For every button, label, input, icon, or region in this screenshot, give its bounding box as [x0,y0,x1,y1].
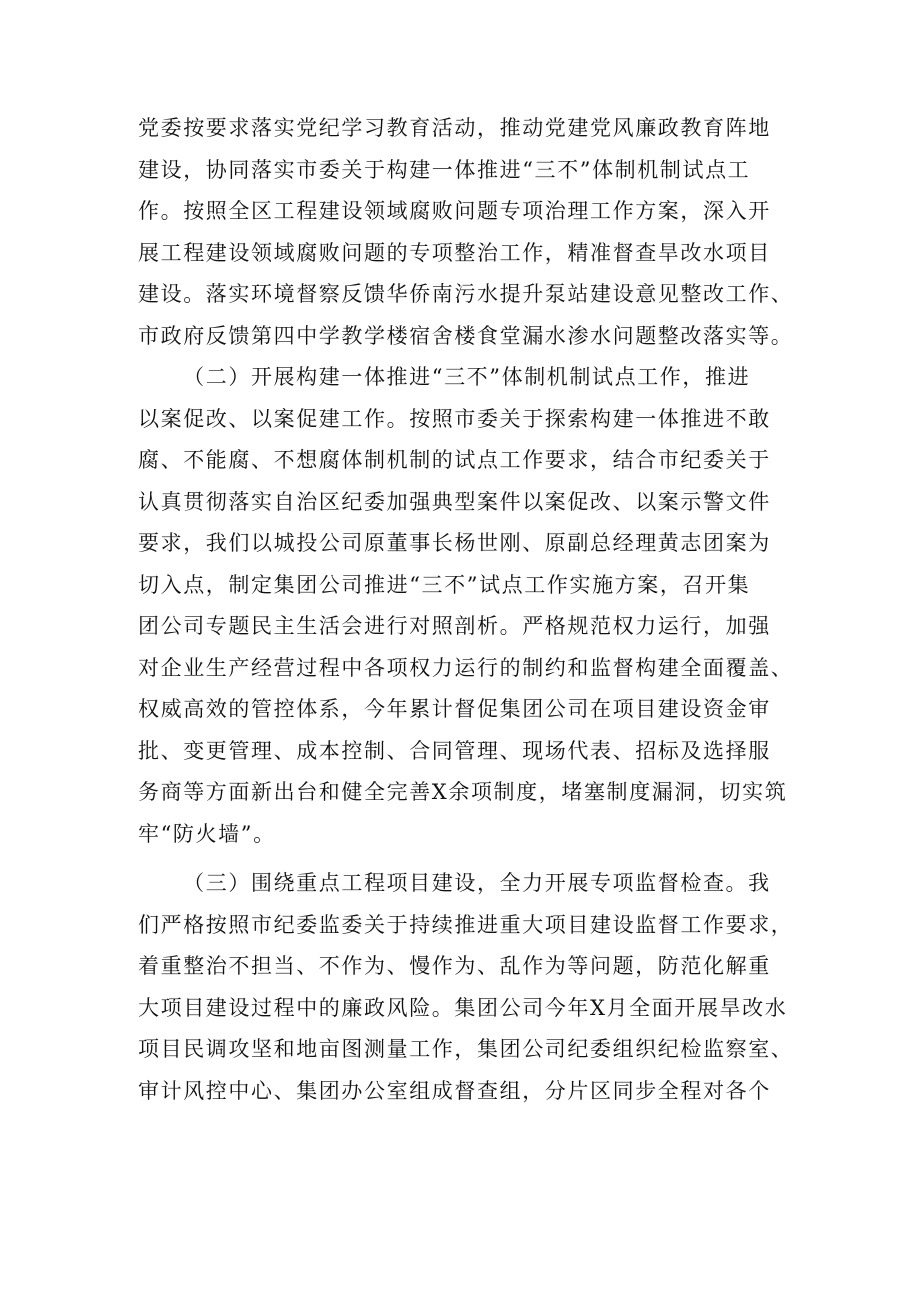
document-body [138,108,798,1112]
text-line: 着重整治不担当、不作为、慢作为、乱作为等问题，防范化解重 [138,954,771,978]
text-line: 建设。落实环境督察反馈华侨南污水提升泵站建设意见整改工作、 [138,282,794,306]
paragraph-1 [138,108,798,357]
text-line: 们严格按照市纪委监委关于持续推进重大项目建设监督工作要求， [138,912,794,937]
text-line: 务商等方面新出台和健全完善X余项制度，堵塞制度漏洞，切实筑 [138,780,788,804]
text-line: 要求，我们以城投公司原董事长杨世刚、原副总经理黄志团案为 [138,531,771,555]
text-line: 团公司专题民主生活会进行对照剖析。严格规范权力运行，加强 [138,614,771,638]
text-line: 作。按照全区工程建设领域腐败问题专项治理工作方案，深入开 [138,199,771,223]
text-line: 建设，协同落实市委关于构建一体推进“三不”体制机制试点工 [138,157,751,182]
text-line: （二）开展构建一体推进“三不”体制机制试点工作，推进 [183,365,751,389]
text-line: 腐、不能腐、不想腐体制机制的试点工作要求，结合市纪委关于 [138,448,771,472]
text-line: 批、变更管理、成本控制、合同管理、现场代表、招标及选择服 [138,738,771,763]
text-line: 以案促改、以案促建工作。按照市委关于探索构建一体推进不敢 [138,406,771,431]
text-line: 认真贯彻落实自治区纪委加强典型案件以案促改、以案示警文件 [138,489,771,514]
text-line: 切入点，制定集团公司推进“三不”试点工作实施方案，召开集 [138,572,751,597]
text-line: 大项目建设过程中的廉政风险。集团公司今年X月全面开展旱改水 [138,995,788,1020]
text-line: 权威高效的管控体系，今年累计督促集团公司在项目建设资金审 [138,697,771,721]
paragraph-3 [138,863,798,1112]
text-line: 项目民调攻坚和地亩图测量工作，集团公司纪委组织纪检监察室、 [138,1037,794,1061]
text-line: （三）围绕重点工程项目建设，全力开展专项监督检查。我 [183,871,771,895]
text-line: 市政府反馈第四中学教学楼宿舍楼食堂漏水渗水问题整改落实等。 [138,323,794,348]
text-line: 展工程建设领域腐败问题的专项整治工作，精准督查旱改水项目 [138,240,771,265]
text-line: 党委按要求落实党纪学习教育活动，推动党建党风廉政教育阵地 [138,116,771,140]
text-line: 审计风控中心、集团办公室组成督查组，分片区同步全程对各个 [138,1078,771,1103]
text-line: 牢“防火墙”。 [138,821,276,846]
paragraph-2 [138,357,798,855]
text-line: 对企业生产经营过程中各项权力运行的制约和监督构建全面覆盖、 [138,655,794,680]
